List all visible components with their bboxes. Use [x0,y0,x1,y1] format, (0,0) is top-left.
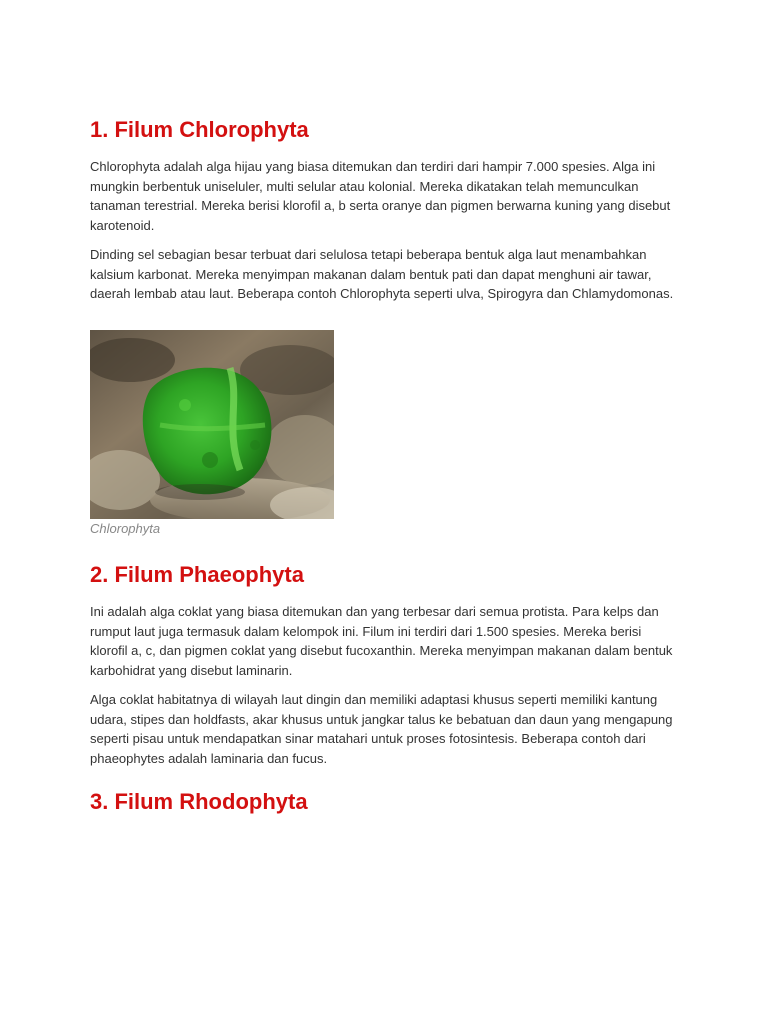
phaeophyta-paragraph-2: Alga coklat habitatnya di wilayah laut dingin dan memiliki adaptasi khusus seperti memiliki kantung udara, stipes dan holdfasts, akar khusus untuk jangkar talus ke bebatuan dan daun yang mengapung seperti pisau untuk mendapatkan sinar matahari untuk proses fotosintesis. Beberapa contoh dari phaeophytes adalah laminaria dan fucus. [90,692,673,766]
chlorophyta-paragraph-2: Dinding sel sebagian besar terbuat dari selulosa tetapi beberapa bentuk alga laut menambahkan kalsium karbonat. Mereka menyimpan makanan dalam bentuk pati dan dapat menghuni air tawar, daerah lembab atau laut. Beberapa contoh Chlorophyta seperti ulva, Spirogyra dan Chlamydomonas. [90,247,674,301]
section-title-phaeophyta: 2. Filum Phaeophyta [90,562,304,587]
chlorophyta-caption: Chlorophyta [90,521,161,536]
section-title-chlorophyta: 1. Filum Chlorophyta [90,117,309,142]
phaeophyta-paragraph-1: Ini adalah alga coklat yang biasa ditemukan dan yang terbesar dari semua protista. Para kelps dan rumput laut juga termasuk dalam kelompok ini. Filum ini terdiri dari 1.500 spesies. Mereka berisi klorofil a, c, dan pigmen coklat yang disebut fucoxanthin. Mereka menyimpan makanan dalam bentuk karbohidrat yang disebut laminarin. [90,604,673,678]
section-title-rhodophyta: 3. Filum Rhodophyta [90,789,308,814]
chlorophyta-paragraph-1: Chlorophyta adalah alga hijau yang biasa ditemukan dan terdiri dari hampir 7.000 spesies. Alga ini mungkin berbentuk uniseluler, multi selular atau kolonial. Mereka dikatakan telah memunculkan tanaman terestrial. Mereka berisi klorofil a, b serta oranye dan pigmen berwarna kuning yang disebut karotenoid. [90,159,671,233]
chlorophyta-photo [90,330,334,519]
